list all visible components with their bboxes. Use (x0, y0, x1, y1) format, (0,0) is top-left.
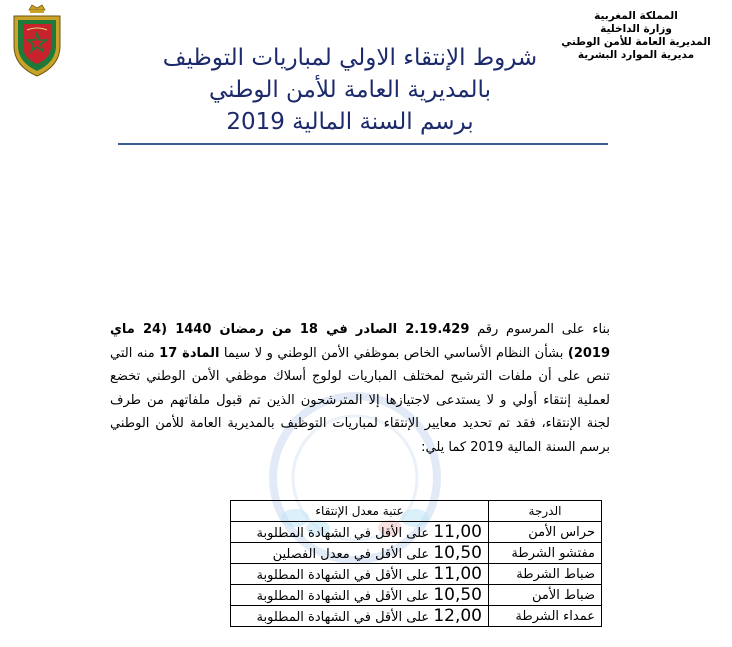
grade-column-header: الدرجة (489, 501, 602, 522)
grade-cell: حراس الأمن (489, 522, 602, 543)
threshold-value: 10,50 (433, 543, 482, 563)
title-line-3: برسم السنة المالية 2019 (226, 109, 474, 135)
threshold-value: 11,00 (433, 522, 482, 542)
article-reference: المادة 17 (159, 345, 220, 361)
grade-cell: عمداء الشرطة (489, 606, 602, 627)
threshold-value: 10,50 (433, 585, 482, 605)
threshold-value: 12,00 (433, 606, 482, 626)
grade-cell: مفتشو الشرطة (489, 543, 602, 564)
preamble-intro: بناء على المرسوم رقم (469, 322, 610, 337)
decree-number: 2.19.429 (405, 322, 470, 337)
title-line-1: شروط الإنتقاء الاولي لمباريات التوظيف (162, 45, 538, 71)
table-row (231, 522, 602, 543)
title-line-2: بالمديرية العامة للأمن الوطني (209, 77, 491, 103)
preamble-paragraph (110, 318, 610, 459)
ministry-line: وزارة الداخلية (600, 23, 672, 35)
table-row (231, 543, 602, 564)
table-row (231, 585, 602, 606)
decree-issue-date: الصادر في 18 من رمضان 1440 (24 ماي 2019) (110, 322, 610, 361)
preamble-part-2: بشأن النظام الأساسي الخاص بموظفي الأمن الوطني و لا سيما (219, 345, 568, 361)
kingdom-line: المملكة المغربية (594, 10, 678, 22)
threshold-cell (231, 564, 489, 585)
threshold-condition: على الأقل في الشهادة المطلوبة (256, 526, 434, 541)
threshold-value: 11,00 (433, 564, 482, 584)
threshold-condition: على الأقل في الشهادة المطلوبة (256, 568, 434, 583)
document-title (150, 42, 550, 138)
grade-cell: ضباط الشرطة (489, 564, 602, 585)
selection-criteria-table (230, 500, 602, 627)
table-row (231, 606, 602, 627)
threshold-column-header: عتبة معدل الإنتقاء (231, 501, 489, 522)
hr-directorate-line: مديرية الموارد البشرية (577, 49, 695, 61)
directorate-line: المديرية العامة للأمن الوطني (561, 36, 711, 48)
threshold-cell (231, 522, 489, 543)
threshold-condition: على الأقل في الشهادة المطلوبة (256, 589, 434, 604)
preamble-part-3: منه التي تنص على أن ملفات الترشيح لمختلف المباريات لولوج أسلاك موظفي الأمن الوطني تخضع لعملية إنتقاء أولي و لا يستدعى لاجتيازها إلا المترشحون الذين تم قبول ملفاتهم من طرف لجنة الإنتقاء، فقد تم تحديد معايير الإنتقاء لمباريات التوظيف بالمديرية العامة للأمن الوطني برسم السنة المالية 2019 كما يلي: (110, 345, 610, 455)
ministry-header (556, 10, 716, 62)
grade-cell: ضباط الأمن (489, 585, 602, 606)
title-divider (118, 143, 608, 145)
threshold-condition: على الأقل في الشهادة المطلوبة (256, 610, 434, 625)
threshold-cell (231, 585, 489, 606)
threshold-cell (231, 606, 489, 627)
table-row (231, 564, 602, 585)
police-emblem-icon (10, 2, 64, 78)
threshold-condition: على الأقل في معدل الفصلين (272, 547, 434, 562)
table-header-row (231, 501, 602, 522)
threshold-cell (231, 543, 489, 564)
